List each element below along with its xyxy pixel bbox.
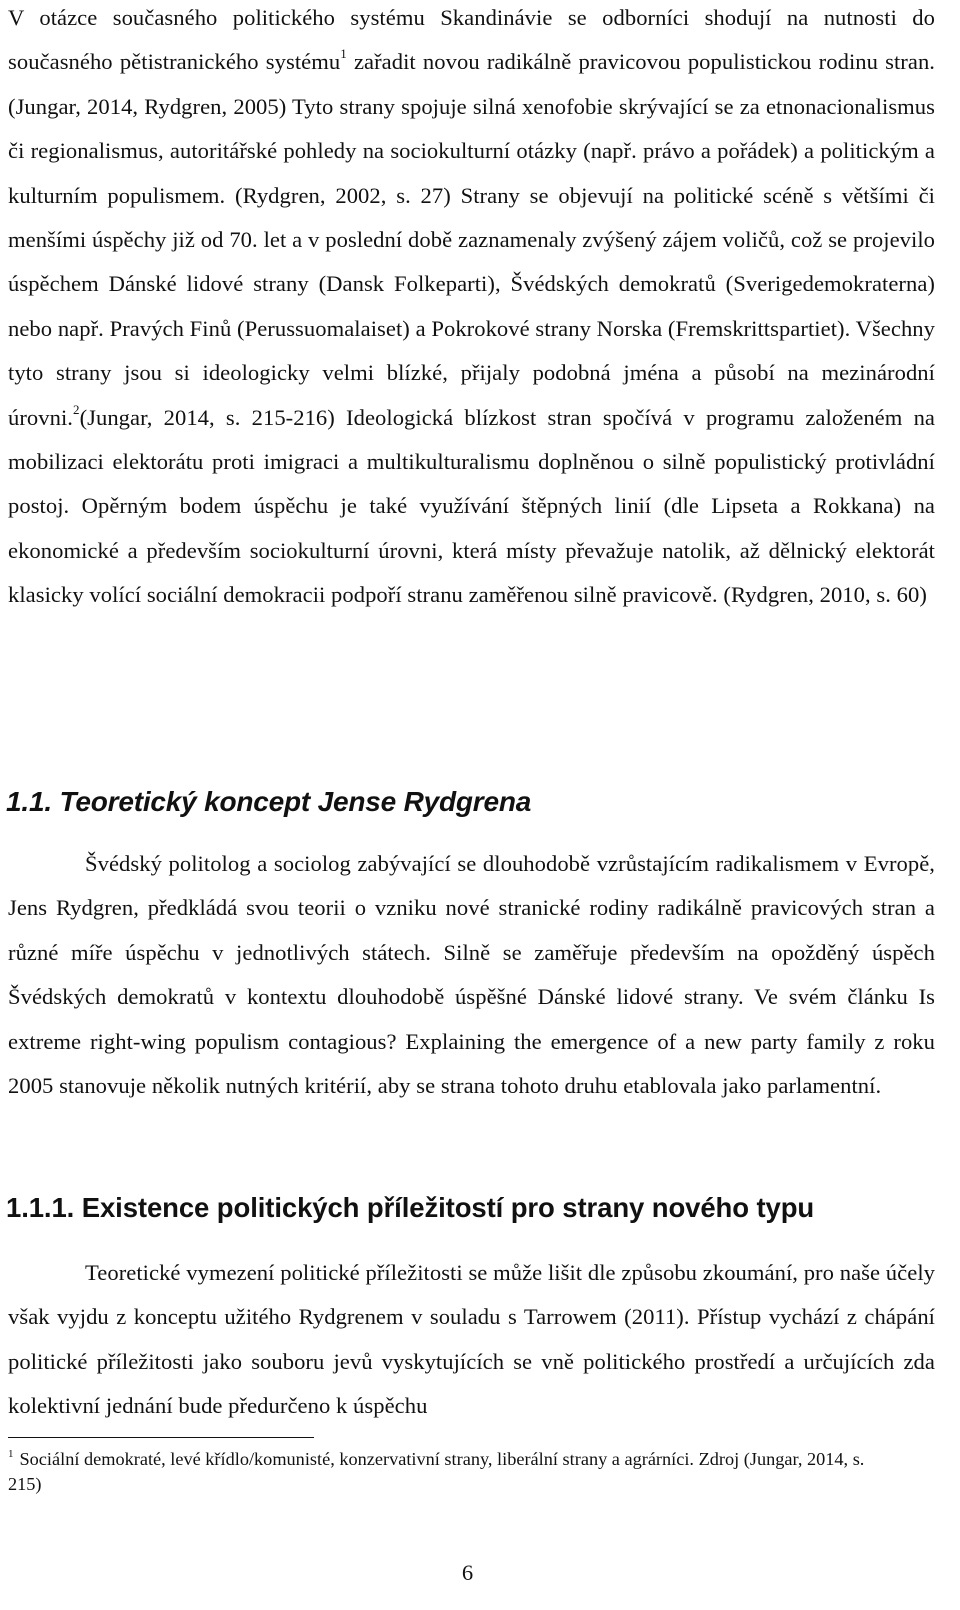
paragraph-intro-part-c: (Jungar, 2014, s. 215-216) Ideologická blízkost stran spočívá v programu založeném na mobilizaci elektorátu proti imigraci a multikulturalismu doplněnou o silně populistický protivládní postoj. Opěrným bodem úspěchu je také využívání štěpných linií (dle Lipseta a Rokkana) na ekonomické a především sociokulturní úrovni, která místy převažuje natolik, až dělnický elektorát klasicky volící sociální demokracii podpoří stranu zaměřenou silně pravicově. (Rydgren, 2010, s. 60)	[8, 404, 935, 608]
footnote	[8, 1447, 900, 1497]
footnote-reference-1[interactable]: 1	[340, 46, 347, 62]
footnote-separator	[8, 1437, 314, 1438]
subsection-heading: 1.1.1. Existence politických příležitostí pro strany nového typu	[6, 1192, 815, 1223]
paragraph-intro-part-a: V otázce současného politického systému Skandinávie se odborníci shodují na nutnosti do současného pětistranického systému	[8, 5, 935, 75]
footnote-text: Sociální demokraté, levé křídlo/komunisté, konzervativní strany, liberální strany a agrárníci. Zdroj (Jungar, 2014, s. 215)	[8, 1449, 865, 1494]
paragraph-intro	[8, 0, 935, 618]
footnote-number: 1	[8, 1448, 14, 1460]
section-heading: 1.1. Teoretický koncept Jense Rydgrena	[6, 786, 532, 817]
page-number: 6	[461, 1560, 474, 1585]
footnote-reference-2[interactable]: 2	[73, 401, 80, 417]
paragraph-political-opportunities: Teoretické vymezení politické příležitosti se může lišit dle způsobu zkoumání, pro naše účely však vyjdu z konceptu užitého Rydgrenem v souladu s Tarrowem (2011). Přístup vychází z chápání politické příležitosti jako souboru jevů vyskytujících se vně politického prostředí a určujících zda kolektivní jednání bude předurčeno k úspěchu	[8, 1260, 935, 1419]
paragraph-intro-part-b: zařadit novou radikálně pravicovou populistickou rodinu stran. (Jungar, 2014, Rydgren, 2005) Tyto strany spojuje silná xenofobie skrývající se za etnonacionalismus či regionalismus, autoritářské pohledy na sociokulturní otázky (např. právo a pořádek) a politickým a kulturním populismem. (Rydgren, 2002, s. 27) Strany se objevují na politické scéně s většími či menšími úspěchy již od 70. let a v poslední době zaznamenaly zvýšený zájem voličů, což se projevilo úspěchem Dánské lidové strany (Dansk Folkeparti), Švédských demokratů (Sverigedemokraterna) nebo např. Pravých Finů (Perussuomalaiset) a Pokrokové strany Norska (Fremskrittspartiet). Všechny tyto strany jsou si ideologicky velmi blízké, přijaly podobná jména a působí na mezinárodní úrovni.	[8, 49, 936, 430]
paragraph-rydgren-theory: Švédský politolog a sociolog zabývající se dlouhodobě vzrůstajícím radikalismem v Evropě, Jens Rydgren, předkládá svou teorii o vzniku nové stranické rodiny radikálně pravicových stran a různé míře úspěchu v jednotlivých státech. Silně se zaměřuje především na opožděný úspěch Švédských demokratů v kontextu dlouhodobě úspěšné Dánské lidové strany. Ve svém článku Is extreme right-wing populism contagious? Explaining the emergence of a new party family z roku 2005 stanovuje několik nutných kritérií, aby se strana tohoto druhu etablovala jako parlamentní.	[8, 851, 935, 1099]
